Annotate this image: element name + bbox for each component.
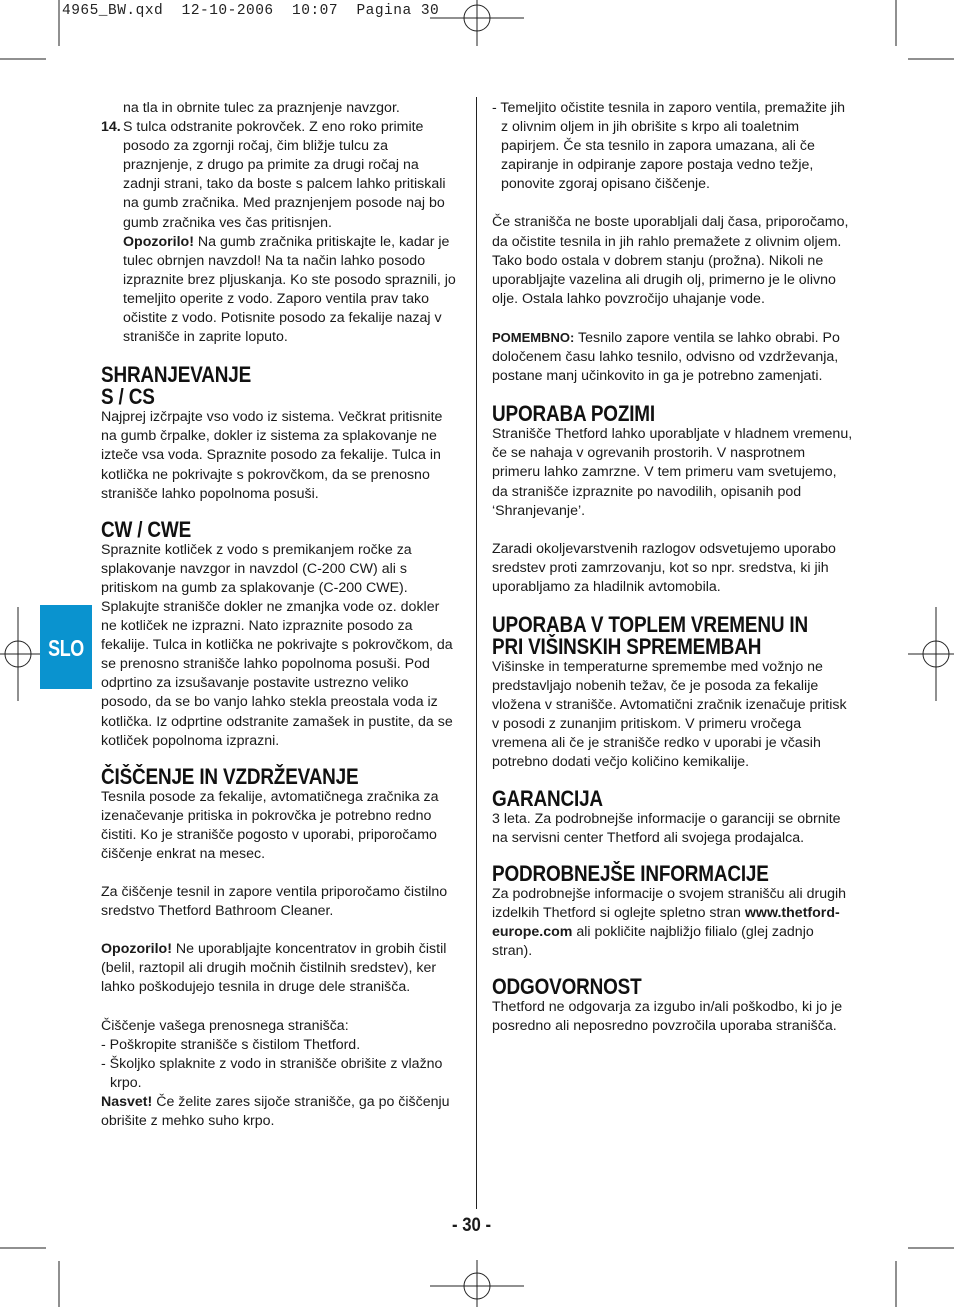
website-link[interactable]: www.thetford-europe.com xyxy=(492,904,840,940)
page-number: - 30 - xyxy=(452,1215,492,1236)
heading-shranjevanje-sub: S / CS xyxy=(101,384,155,410)
paragraph-shranjevanje: Najprej izčrpajte vso vodo iz sistema. Večkrat pritisnite na gumb črpalke, dokler iz sistema za splakovanje ne izteče vsa voda. Spraznite posodo za fekalije. Tulca in kotlička ne pokrivajte s pokrovčkom, da se prenosno stranišče lahko popolnoma posuši. xyxy=(101,409,443,502)
left-column xyxy=(101,99,459,1131)
paragraph-odgovornost: Thetford ne odgovarja za izgubo in/ali poškodbo, ki jo je posredno ali neposredno povzročila uporaba stranišča. xyxy=(492,999,843,1035)
heading-shranjevanje: SHRANJEVANJE xyxy=(101,362,252,388)
heading-ciscenje: ČIŠČENJE IN VZDRŽEVANJE xyxy=(101,763,359,789)
heading-podrobnejse: PODROBNEJŠE INFORMACIJE xyxy=(492,860,769,886)
warning-text-2: Ne uporabljajte koncentratov in grobih čistil (belil, raztopil ali drugih močnih čistilnih sredstev), ker lahko poškodujejo tesnila in druge dele stranišča. xyxy=(101,941,447,996)
heading-toplem-2: PRI VIŠINSKIH SPREMEMBAH xyxy=(492,633,762,659)
heading-cw: CW / CWE xyxy=(101,516,192,542)
warning-paragraph xyxy=(101,940,459,997)
paragraph-podrobnejse xyxy=(492,885,854,961)
heading-pozimi: UPORABA POZIMI xyxy=(492,401,655,427)
paragraph-garancija: 3 leta. Za podrobnejše informacije o garanciji se obrnite na servisni center Thetford ali svojega prodajalca. xyxy=(492,810,841,846)
paragraph-olive-oil: Če stranišča ne boste uporabljali dalj časa, priporočamo, da očistite tesnila in jih rahlo premažete z olivnim oljem. Tako bodo ostala v dobrem stanju (prožna). Nikoli ne uporabljajte vazelina ali drugih olj, primerno je le olivno olje. Ostala lahko povzročijo uhajanje vode. xyxy=(492,214,849,307)
important-label: POMEMBNO: xyxy=(492,329,575,345)
step-14-number: 14. xyxy=(101,119,121,136)
tip-paragraph xyxy=(101,1093,459,1131)
print-slug: 4965_BW.qxd 12-10-2006 10:07 Pagina 30 xyxy=(62,3,440,19)
intro-line: na tla in obrnite tulec za praznjenje navzgor. xyxy=(123,100,400,116)
seal-cleaning-step: - Temeljito očistite tesnila in zaporo ventila, premažite jih z olivnim oljem in jih obrišite s krpo ali toaletnim papirjem. Če sta tesnilo in zapora umazana, ali če zapiranje in odpiranje zapore postaja vedno težje, ponovite zgoraj opisano čiščenje. xyxy=(492,100,846,193)
step-14 xyxy=(101,118,459,233)
podrobnejse-text-2: ali pokličite najbližjo filialo (glej zadnjo stran). xyxy=(492,923,814,959)
column-divider xyxy=(476,97,477,1209)
paragraph-pozimi-1: Stranišče Thetford lahko uporabljate v hladnem vremenu, če se nahaja v ogrevanih prostorih. V nasprotnem primeru lahko zamrzne. V tem primeru vam svetujemo, da stranišče izpraznite po navodilih, opisanih pod ‘Shranjevanje’. xyxy=(492,426,853,519)
step-14-text: S tulca odstranite pokrovček. Z eno roko primite posodo za zgornji ročaj, čim bližje tulcu za praznjenje, z drugo pa primite za drugi ročaj na zadnji strani, tako da boste s palcem lahko pritiskali na gumb zračnika. Med praznjenjem posode naj bo gumb zračnika ves čas pritisnjen. xyxy=(123,119,446,231)
right-column xyxy=(492,99,854,1036)
paragraph-cw: Spraznite kotliček z vodo s premikanjem ročke za splakovanje navzgor in navzdol (C-200 CW) ali s pritiskom na gumb za splakovanje (C-200 CWE). Splakujte stranišče dokler ne zmanjka vode oz. dokler ne kotliček ne izprazni. Nato izpraznite posodo za fekalije. Tulca in kotlička ne pokrivajte s pokrovčkom, da se prenosno stranišče lahko popolnoma posuši. Pod odprtino za izsušavanje postavite ustrezno veliko posodo, da se bo vanjo lahko stekla preostala voda iz kotlička. Iz odprtine odstranite zamašek in pustite, da se kotliček popolnoma izprazni. xyxy=(101,541,453,749)
important-text: Tesnilo zapore ventila se lahko obrabi. Po določenem času lahko tesnilo, odvisno od vzdrževanja, postane manj učinkovito in ga je potrebno zamenjati. xyxy=(492,329,840,385)
tip-label: Nasvet! xyxy=(101,1093,153,1110)
cleaning-intro: Čiščenje vašega prenosnega stranišča: xyxy=(101,1017,349,1034)
paragraph-ciscenje-2: Za čiščenje tesnil in zapore ventila priporočamo čistilno sredstvo Thetford Bathroom Cleaner. xyxy=(101,884,448,920)
language-tab xyxy=(40,605,92,689)
important-paragraph xyxy=(492,328,854,386)
language-tab-label: SLO xyxy=(48,635,84,661)
warning-label: Opozorilo! xyxy=(123,233,194,250)
warning-text: Na gumb zračnika pritiskajte le, kadar je tulec obrnjen navzdol! Na ta način lahko posodo izpraznite brez pljuskanja. Ko ste posodo spraznili, jo temeljito operite z vodo. Zaporo ventila prav tako očistite z vodo. Potisnite posodo za fekalije nazaj v stranišče in zaprite loputo. xyxy=(123,233,456,346)
heading-odgovornost: ODGOVORNOST xyxy=(492,974,642,1000)
tip-text: Če želite zares sijoče stranišče, ga po čiščenju obrišite z mehko suho krpo. xyxy=(101,1093,450,1130)
cleaning-step-2: - Školjko splaknite z vodo in stranišče obrišite z vlažno krpo. xyxy=(101,1055,443,1091)
heading-toplem-1: UPORABA V TOPLEM VREMENU IN xyxy=(492,611,808,637)
podrobnejse-text-1: Za podrobnejše informacije o svojem stranišču ali drugih izdelkih Thetford si oglejte spletno stran xyxy=(492,885,847,921)
step-14-warning xyxy=(101,233,459,348)
paragraph-ciscenje-1: Tesnila posode za fekalije, avtomatičnega zračnika za izenačevanje pritiska in pokrovčka je potrebno redno čistiti. Ko je stranišče pogosto v uporabi, priporočamo čiščenje enkrat na mesec. xyxy=(101,788,439,862)
paragraph-toplem: Višinske in temperaturne spremembe med vožnjo ne predstavljajo nobenih težav, če je posoda za fekalije vložena v stranišče. Avtomatični zračnik izenačuje pritisk v posodi z zunanjim pritiskom. V primeru vročega vremena ali če je stranišče redko v uporabi je včasih potrebno dodati večjo količino kemikalije. xyxy=(492,658,847,771)
warning-label-2: Opozorilo! xyxy=(101,941,172,958)
paragraph-pozimi-2: Zaradi okoljevarstvenih razlogov odsvetujemo uporabo sredstev proti zamrzovanju, kot so npr. sredstva, ki jih uporabljamo za hladilnik avtomobila. xyxy=(492,540,836,595)
cleaning-step-1: - Poškropite stranišče s čistilom Thetford. xyxy=(101,1036,361,1053)
heading-garancija: GARANCIJA xyxy=(492,785,603,811)
